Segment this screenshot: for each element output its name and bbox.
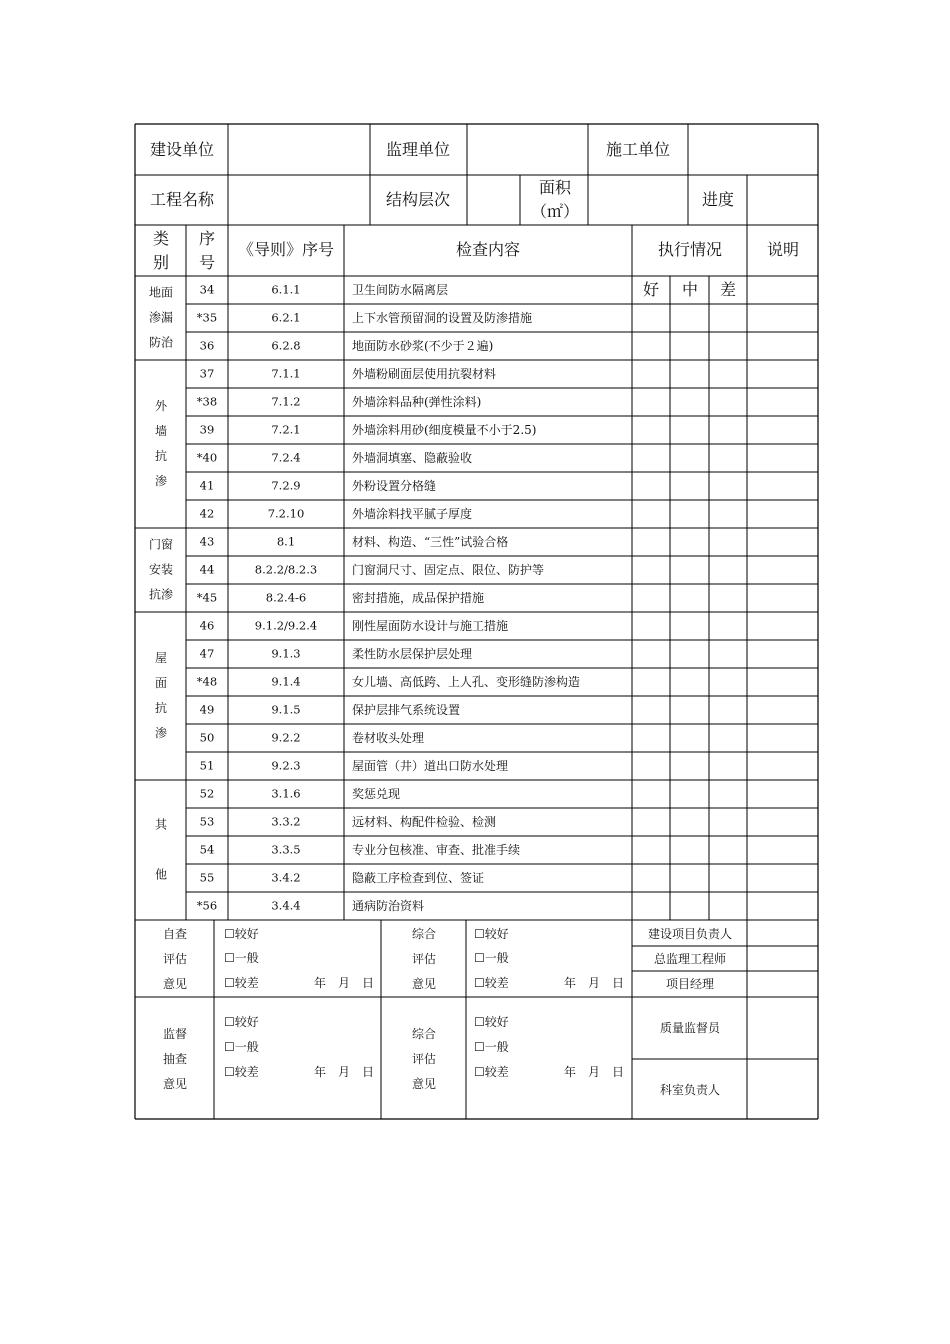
summary-eval-label-2: 评估: [411, 1052, 437, 1066]
self-eval-label: 意见: [162, 977, 188, 991]
category-label-line: 外: [154, 399, 168, 413]
category-label-line: 渗: [154, 474, 168, 488]
row-guide-no: 3.4.2: [271, 870, 301, 885]
row-check-content: 上下水管预留洞的设置及防渗措施: [352, 311, 533, 325]
row-seq-no: 34: [199, 282, 215, 297]
supervision-option[interactable]: ☐较差: [224, 1065, 259, 1079]
label-progress: 进度: [701, 190, 735, 209]
signer-role: 建设项目负责人: [647, 927, 733, 941]
signer-role-2: 质量监督员: [659, 1021, 721, 1035]
row-guide-no: 9.2.3: [271, 758, 301, 773]
row-guide-no: 7.2.1: [271, 422, 301, 437]
row-seq-no: 47: [199, 646, 215, 661]
category-label-line: [155, 838, 167, 863]
category-label-line: 渗漏: [148, 310, 174, 325]
row-seq-no: *40: [196, 450, 218, 465]
label-area-unit: （㎡）: [530, 202, 580, 221]
row-seq-no: *56: [196, 898, 218, 913]
row-seq-no: 50: [199, 730, 215, 745]
category-label-line: 渗: [154, 726, 168, 740]
col-guide-no: 《导则》序号: [237, 240, 335, 259]
label-supervise-unit: 监理单位: [385, 140, 451, 159]
row-check-content: 保护层排气系统设置: [352, 703, 461, 717]
row-guide-no: 9.1.4: [271, 674, 301, 689]
row-guide-no: 8.2.2/8.2.3: [254, 562, 318, 577]
category-group-label: [155, 394, 167, 494]
row-guide-no: 7.2.10: [267, 506, 305, 521]
summary-eval-label-2: 意见: [411, 1077, 437, 1091]
category-label-line: 面: [154, 676, 168, 690]
row-seq-no: 42: [199, 506, 215, 521]
supervision-label: 监督: [162, 1027, 188, 1041]
col-seq: 序: [198, 229, 216, 248]
row-seq-no: *35: [196, 310, 218, 325]
summary-eval-option-2[interactable]: ☐一般: [474, 1040, 509, 1054]
category-label-line: 地面: [148, 285, 174, 300]
row-guide-no: 7.2.9: [271, 478, 301, 493]
row-check-content: 专业分包核准、审查、批准手续: [352, 843, 521, 857]
row-seq-no: 41: [199, 478, 215, 493]
row-seq-no: *45: [196, 590, 218, 605]
row-check-content: 远材料、构配件检验、检测: [352, 815, 497, 829]
row-check-content: 刚性屋面防水设计与施工措施: [352, 619, 509, 633]
label-area: 面积: [538, 178, 572, 197]
self-eval-option[interactable]: ☐较差: [224, 976, 259, 990]
summary-eval-option[interactable]: ☐较好: [474, 927, 509, 941]
col-category-2: 别: [152, 253, 170, 272]
row-guide-no: 7.1.1: [271, 366, 301, 381]
row-seq-no: 55: [199, 870, 215, 885]
row-seq-no: 43: [199, 534, 215, 549]
row-check-content: 屋面管（井）道出口防水处理: [352, 759, 509, 773]
signer-role: 总监理工程师: [653, 952, 727, 966]
label-project-name: 工程名称: [149, 190, 215, 209]
self-eval-option[interactable]: ☐一般: [224, 951, 259, 965]
row-guide-no: 9.1.3: [271, 646, 301, 661]
supervision-option[interactable]: ☐一般: [224, 1040, 259, 1054]
row-seq-no: 39: [199, 422, 215, 437]
row-seq-no: 37: [199, 366, 215, 381]
summary-eval-option-2[interactable]: ☐较差: [474, 1065, 509, 1079]
row-check-content: 外墙涂料找平腻子厚度: [352, 507, 473, 521]
row-seq-no: 53: [199, 814, 215, 829]
summary-eval-label-2: 综合: [411, 1027, 437, 1041]
category-label-line: 抗渗: [148, 587, 174, 602]
row-seq-no: 46: [199, 618, 215, 633]
self-eval-option[interactable]: ☐较好: [224, 927, 259, 941]
row-guide-no: 3.3.5: [271, 842, 301, 857]
self-eval-label: 评估: [162, 952, 188, 966]
category-label-line: 门窗: [148, 537, 174, 552]
row-seq-no: *48: [196, 674, 218, 689]
row-seq-no: 36: [199, 338, 215, 353]
supervision-option[interactable]: ☐较好: [224, 1015, 259, 1029]
signer-role: 项目经理: [665, 977, 715, 991]
row-seq-no: 44: [199, 562, 215, 577]
col-seq-2: 号: [198, 253, 216, 272]
rating-poor: 差: [719, 280, 737, 299]
category-label-line: 抗: [154, 701, 168, 715]
supervision-label: 意见: [162, 1077, 188, 1091]
row-guide-no: 7.2.4: [271, 450, 301, 465]
signer-role-2: 科室负责人: [659, 1083, 721, 1097]
row-check-content: 女儿墙、高低跨、上人孔、变形缝防渗构造: [352, 675, 581, 689]
category-label-line: 他: [154, 867, 168, 882]
row-guide-no: 6.1.1: [271, 282, 301, 297]
row-seq-no: *38: [196, 394, 218, 409]
row-check-content: 隐蔽工序检查到位、签证: [352, 871, 485, 885]
row-guide-no: 3.3.2: [271, 814, 301, 829]
row-guide-no: 9.1.2/9.2.4: [254, 618, 318, 633]
row-guide-no: 6.2.8: [271, 338, 301, 353]
row-check-content: 外墙涂料用砂(细度模量不小于2.5): [352, 423, 537, 437]
self-eval-date: 年 月 日: [314, 976, 375, 990]
row-check-content: 门窗洞尺寸、固定点、限位、防护等: [352, 563, 545, 577]
row-check-content: 材料、构造、“三性”试验合格: [352, 535, 509, 549]
row-guide-no: 7.1.2: [271, 394, 301, 409]
category-group-label: [155, 813, 167, 888]
row-guide-no: 6.2.1: [271, 310, 301, 325]
row-check-content: 外墙粉刷面层使用抗裂材料: [352, 367, 497, 381]
supervision-label: 抽查: [162, 1052, 188, 1066]
row-guide-no: 8.2.4-6: [265, 590, 307, 605]
summary-eval-option[interactable]: ☐较差: [474, 976, 509, 990]
row-check-content: 卷材收头处理: [352, 731, 425, 745]
row-guide-no: 9.2.2: [271, 730, 301, 745]
self-eval-label: 自查: [162, 927, 188, 941]
row-seq-no: 54: [199, 842, 215, 857]
col-category: 类: [152, 229, 170, 248]
summary-eval-label: 意见: [411, 977, 437, 991]
label-structure-floors: 结构层次: [385, 190, 451, 209]
label-build-unit: 建设单位: [149, 140, 215, 159]
rating-good: 好: [642, 280, 660, 299]
rating-medium: 中: [681, 280, 699, 299]
row-guide-no: 9.1.5: [271, 702, 301, 717]
row-guide-no: 3.4.4: [271, 898, 301, 913]
col-execution: 执行情况: [657, 240, 723, 259]
category-group-label: [155, 646, 167, 746]
category-label-line: 屋: [154, 651, 168, 665]
row-seq-no: 49: [199, 702, 215, 717]
category-group-label: [149, 533, 173, 608]
supervision-date: 年 月 日: [314, 1065, 375, 1079]
col-remark: 说明: [766, 240, 800, 259]
col-content: 检查内容: [455, 240, 521, 259]
summary-eval-option-2[interactable]: ☐较好: [474, 1015, 509, 1029]
row-check-content: 外粉设置分格缝: [352, 479, 437, 493]
row-check-content: 柔性防水层保护层处理: [352, 647, 473, 661]
row-check-content: 地面防水砂浆(不少于２遍): [352, 339, 494, 353]
summary-eval-date: 年 月 日: [564, 976, 625, 990]
category-label-line: 防治: [148, 335, 174, 350]
category-label-line: 安装: [148, 562, 174, 577]
row-check-content: 奖惩兑现: [352, 787, 401, 801]
category-label-line: 墙: [154, 424, 168, 438]
row-seq-no: 52: [199, 786, 215, 801]
row-check-content: 外墙洞填塞、隐蔽验收: [352, 451, 473, 465]
label-construct-unit: 施工单位: [605, 140, 671, 159]
summary-eval-date-2: 年 月 日: [564, 1065, 625, 1079]
summary-eval-label: 评估: [411, 952, 437, 966]
row-check-content: 密封措施，成品保护措施: [352, 591, 485, 605]
summary-eval-label: 综合: [411, 927, 437, 941]
category-label-line: 抗: [154, 449, 168, 463]
row-guide-no: 8.1: [276, 534, 296, 549]
row-seq-no: 51: [199, 758, 215, 773]
row-check-content: 卫生间防水隔离层: [352, 283, 449, 297]
row-check-content: 外墙涂料品种(弹性涂料): [352, 395, 482, 409]
row-check-content: 通病防治资料: [352, 899, 425, 913]
category-label-line: 其: [154, 817, 168, 832]
summary-eval-option[interactable]: ☐一般: [474, 951, 509, 965]
category-group-label: [149, 281, 173, 356]
row-guide-no: 3.1.6: [271, 786, 301, 801]
